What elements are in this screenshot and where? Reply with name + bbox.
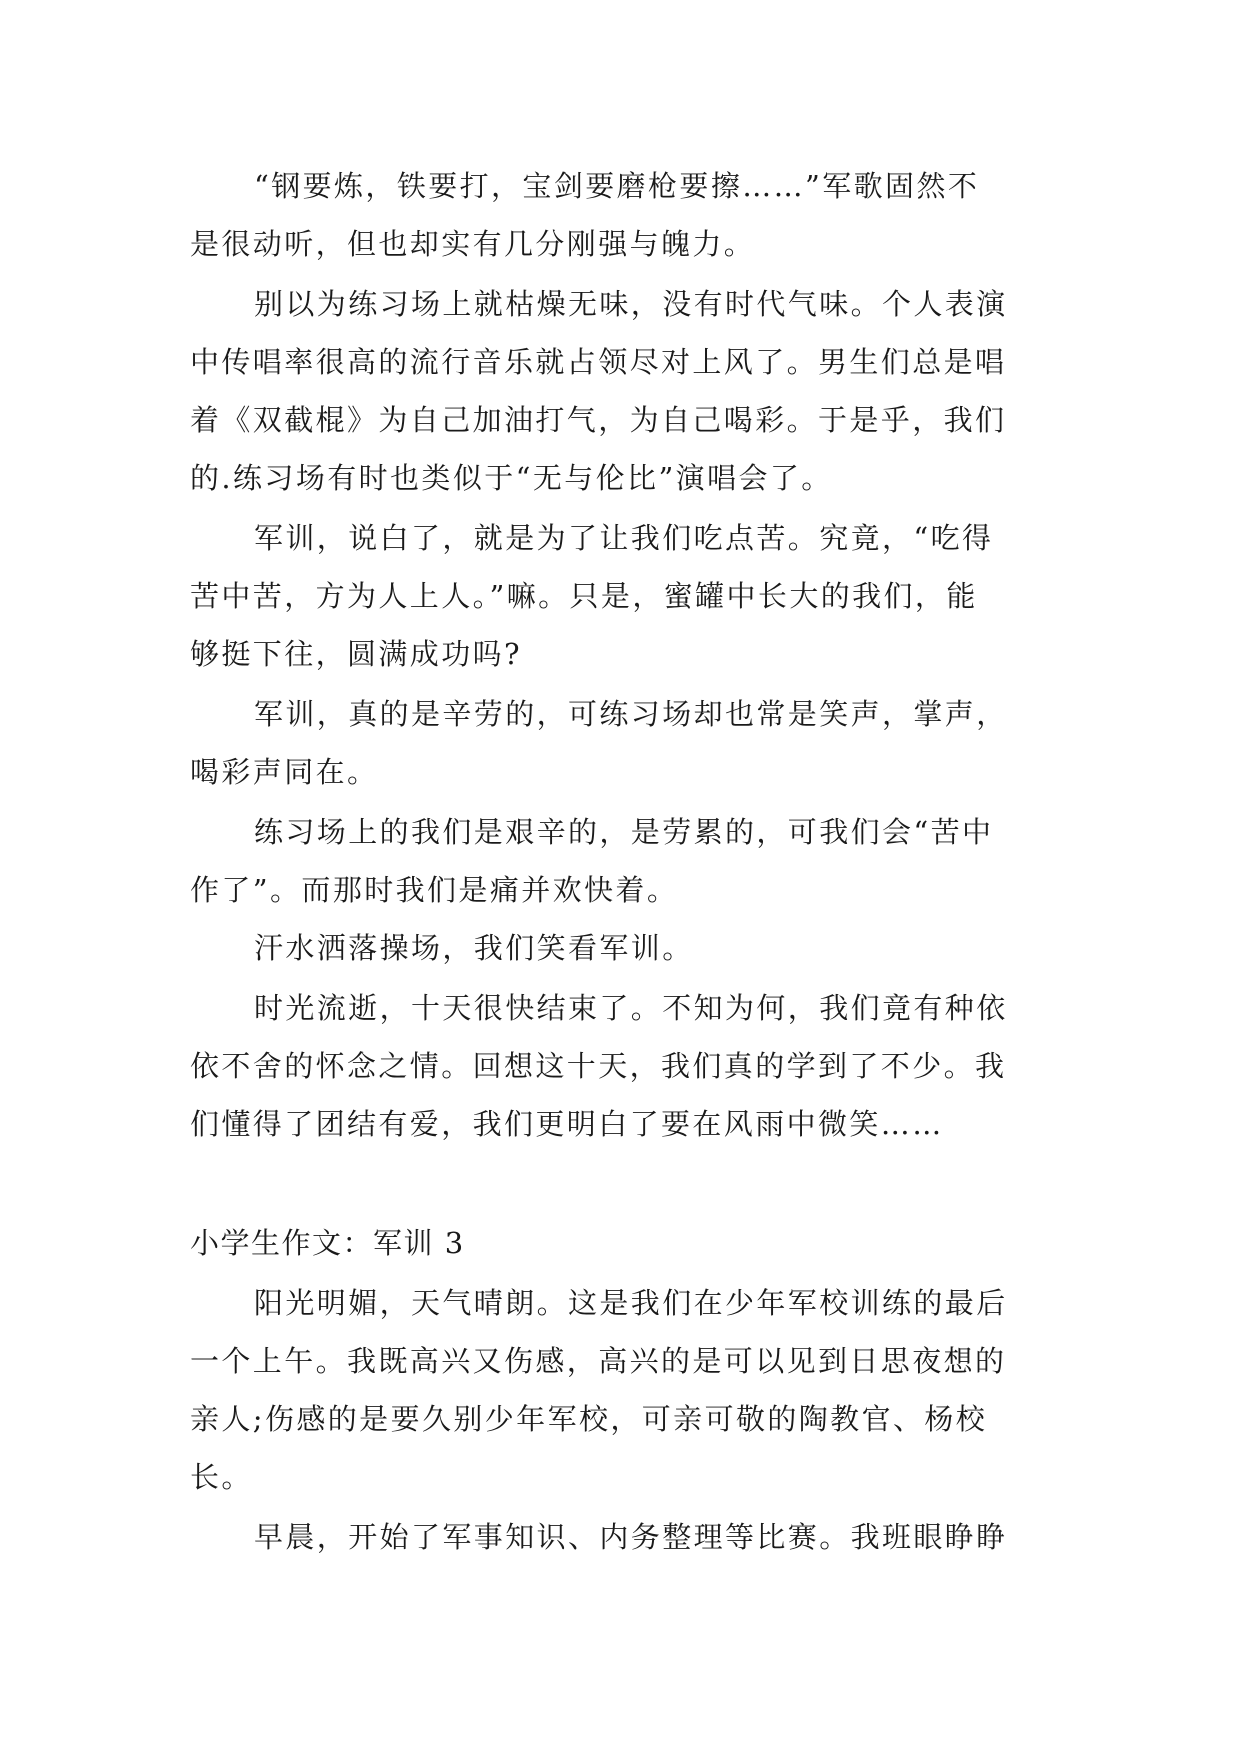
paragraph-line: 够挺下往，圆满成功吗? [190, 637, 522, 671]
paragraph-line: 喝彩声同在。 [190, 755, 379, 789]
paragraph-line: 汗水洒落操场，我们笑看军训。 [254, 931, 694, 965]
paragraph-line: 军训，真的是辛劳的，可练习场却也常是笑声，掌声， [254, 697, 1008, 731]
paragraph-line: 军训，说白了，就是为了让我们吃点苦。究竟，“吃得 [254, 521, 994, 555]
paragraph-line: 长。 [190, 1460, 253, 1494]
paragraph-line: 一个上午。我既高兴又伤感，高兴的是可以见到日思夜想的 [190, 1344, 1007, 1378]
paragraph-line: 苦中苦，方为人上人。”嘛。只是，蜜罐中长大的我们，能 [190, 579, 978, 613]
paragraph-line: 中传唱率很高的流行音乐就占领尽对上风了。男生们总是唱 [190, 345, 1007, 379]
paragraph-line: 着《双截棍》为自己加油打气，为自己喝彩。于是乎，我们 [190, 403, 1007, 437]
paragraph-line: 阳光明媚，天气晴朗。这是我们在少年军校训练的最后 [254, 1286, 1008, 1320]
paragraph-line: 别以为练习场上就枯燥无味，没有时代气味。个人表演 [254, 287, 1008, 321]
paragraph-line: 是很动听，但也却实有几分刚强与魄力。 [190, 227, 756, 261]
paragraph-line: 的.练习场有时也类似于“无与伦比”演唱会了。 [190, 461, 833, 495]
paragraph-line: 作了”。而那时我们是痛并欢快着。 [190, 873, 679, 907]
paragraph-line: 们懂得了团结有爱，我们更明白了要在风雨中微笑…… [190, 1107, 944, 1141]
paragraph-line: 亲人;伤感的是要久别少年军校，可亲可敬的陶教官、杨校 [190, 1402, 988, 1436]
paragraph-line: 早晨，开始了军事知识、内务整理等比赛。我班眼睁睁 [254, 1520, 1008, 1554]
paragraph-line: 依不舍的怀念之情。回想这十天，我们真的学到了不少。我 [190, 1049, 1007, 1083]
paragraph-line: 练习场上的我们是艰辛的，是劳累的，可我们会“苦中 [254, 815, 994, 849]
paragraph-line: “钢要炼，铁要打，宝剑要磨枪要擦……”军歌固然不 [254, 169, 980, 203]
section-heading: 小学生作文：军训 3 [190, 1226, 465, 1260]
paragraph-line: 时光流逝，十天很快结束了。不知为何，我们竟有种依 [254, 991, 1008, 1025]
